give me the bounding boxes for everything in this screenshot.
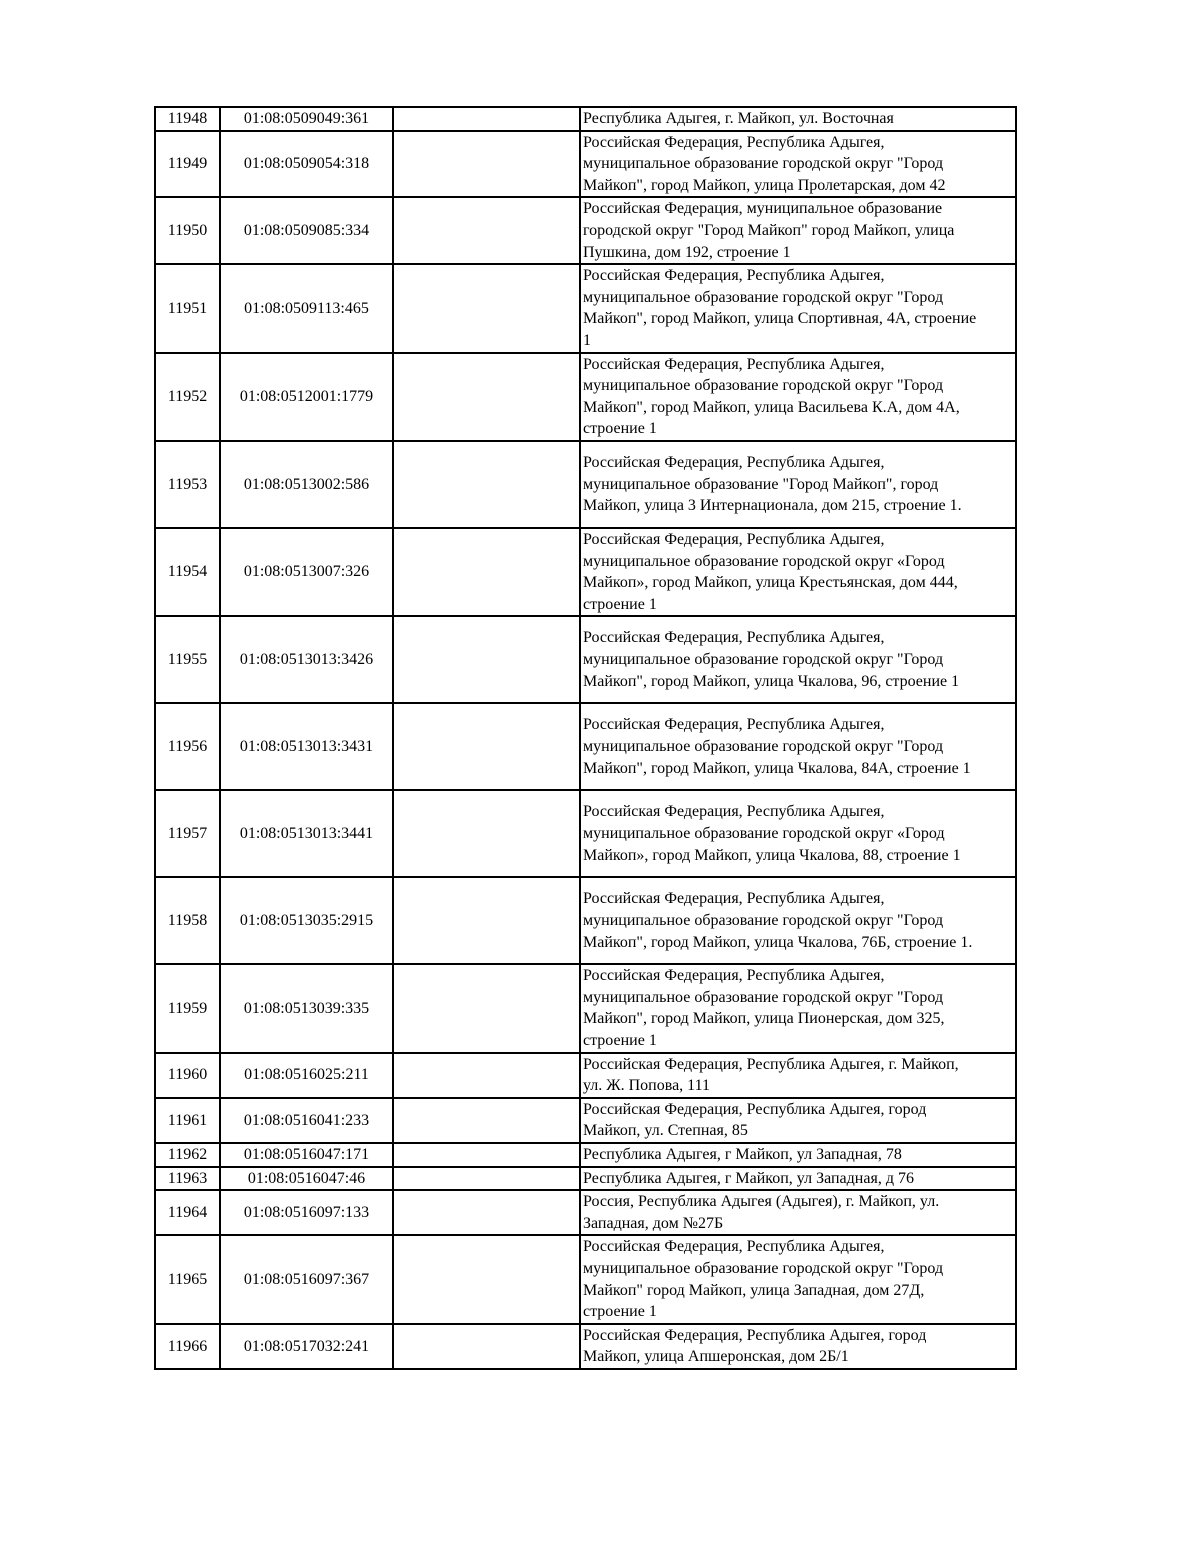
cadastral-number: 01:08:0513013:3426	[220, 616, 393, 703]
table-row	[155, 107, 1016, 131]
address: Российская Федерация, Республика Адыгея, муниципальное образование городской округ "Город Майкоп", город Майкоп, улица Пролетарская, дом 42	[580, 131, 1016, 198]
address: Российская Федерация, Республика Адыгея, город Майкоп, улица Апшеронская, дом 2Б/1	[580, 1324, 1016, 1369]
address: Российская Федерация, Республика Адыгея, муниципальное образование городской округ "Город Майкоп", город Майкоп, улица Чкалова, 96, строение 1	[580, 616, 1016, 703]
empty-cell	[393, 441, 580, 528]
table-row	[155, 1190, 1016, 1235]
table-row	[155, 877, 1016, 964]
empty-cell	[393, 1235, 580, 1323]
table-row	[155, 1324, 1016, 1369]
cadastral-number: 01:08:0509049:361	[220, 107, 393, 131]
empty-cell	[393, 197, 580, 264]
row-number: 11949	[155, 131, 220, 198]
empty-cell	[393, 131, 580, 198]
table-row	[155, 1235, 1016, 1323]
address: Российская Федерация, Республика Адыгея, муниципальное образование городской округ "Город Майкоп", город Майкоп, улица Пионерская, дом 325, строение 1	[580, 964, 1016, 1052]
empty-cell	[393, 1167, 580, 1191]
table-row	[155, 1098, 1016, 1143]
row-number: 11961	[155, 1098, 220, 1143]
address: Российская Федерация, Республика Адыгея, муниципальное образование городской округ "Город Майкоп", город Майкоп, улица Васильева К.А, дом 4А, строение 1	[580, 353, 1016, 441]
table-row	[155, 616, 1016, 703]
row-number: 11958	[155, 877, 220, 964]
address: Республика Адыгея, г Майкоп, ул Западная, д 76	[580, 1167, 1016, 1191]
cadastral-number: 01:08:0513035:2915	[220, 877, 393, 964]
address: Республика Адыгея, г. Майкоп, ул. Восточная	[580, 107, 1016, 131]
empty-cell	[393, 107, 580, 131]
row-number: 11950	[155, 197, 220, 264]
empty-cell	[393, 790, 580, 877]
empty-cell	[393, 353, 580, 441]
address: Республика Адыгея, г Майкоп, ул Западная, 78	[580, 1143, 1016, 1167]
row-number: 11966	[155, 1324, 220, 1369]
row-number: 11960	[155, 1053, 220, 1098]
cadastral-number: 01:08:0513007:326	[220, 528, 393, 616]
address: Российская Федерация, Республика Адыгея, город Майкоп, ул. Степная, 85	[580, 1098, 1016, 1143]
address: Российская Федерация, Республика Адыгея, муниципальное образование городской округ «Город Майкоп», город Майкоп, улица Чкалова, 88, строение 1	[580, 790, 1016, 877]
table-row	[155, 197, 1016, 264]
table-row	[155, 703, 1016, 790]
table-row	[155, 353, 1016, 441]
empty-cell	[393, 264, 580, 352]
table-row	[155, 1143, 1016, 1167]
empty-cell	[393, 1190, 580, 1235]
cadastral-number: 01:08:0509113:465	[220, 264, 393, 352]
address: Российская Федерация, Республика Адыгея, муниципальное образование городской округ "Город Майкоп", город Майкоп, улица Чкалова, 76Б, строение 1.	[580, 877, 1016, 964]
cadastral-number: 01:08:0516047:171	[220, 1143, 393, 1167]
table-row	[155, 441, 1016, 528]
empty-cell	[393, 703, 580, 790]
empty-cell	[393, 616, 580, 703]
empty-cell	[393, 1098, 580, 1143]
cadastral-number: 01:08:0513039:335	[220, 964, 393, 1052]
empty-cell	[393, 1324, 580, 1369]
address: Российская Федерация, Республика Адыгея, муниципальное образование городской округ «Город Майкоп», город Майкоп, улица Крестьянская, дом 444, строение 1	[580, 528, 1016, 616]
cadastral-number: 01:08:0509054:318	[220, 131, 393, 198]
row-number: 11948	[155, 107, 220, 131]
table-row	[155, 1167, 1016, 1191]
cadastral-number: 01:08:0517032:241	[220, 1324, 393, 1369]
cadastral-number: 01:08:0516047:46	[220, 1167, 393, 1191]
cadastral-number: 01:08:0516025:211	[220, 1053, 393, 1098]
address: Российская Федерация, Республика Адыгея, муниципальное образование городской округ "Город Майкоп" город Майкоп, улица Западная, дом 27Д, строение 1	[580, 1235, 1016, 1323]
address: Российская Федерация, Республика Адыгея, муниципальное образование городской округ "Город Майкоп", город Майкоп, улица Чкалова, 84А, строение 1	[580, 703, 1016, 790]
address: Российская Федерация, муниципальное образование городской округ "Город Майкоп" город Майкоп, улица Пушкина, дом 192, строение 1	[580, 197, 1016, 264]
empty-cell	[393, 1143, 580, 1167]
row-number: 11959	[155, 964, 220, 1052]
cadastral-number: 01:08:0513002:586	[220, 441, 393, 528]
cadastral-number: 01:08:0513013:3431	[220, 703, 393, 790]
cadastral-number: 01:08:0516097:133	[220, 1190, 393, 1235]
row-number: 11954	[155, 528, 220, 616]
address: Российская Федерация, Республика Адыгея, муниципальное образование "Город Майкоп", город Майкоп, улица 3 Интернационала, дом 215, строение 1.	[580, 441, 1016, 528]
row-number: 11962	[155, 1143, 220, 1167]
address: Российская Федерация, Республика Адыгея, г. Майкоп, ул. Ж. Попова, 111	[580, 1053, 1016, 1098]
row-number: 11965	[155, 1235, 220, 1323]
cadastral-number: 01:08:0516041:233	[220, 1098, 393, 1143]
row-number: 11956	[155, 703, 220, 790]
empty-cell	[393, 964, 580, 1052]
row-number: 11952	[155, 353, 220, 441]
empty-cell	[393, 1053, 580, 1098]
table-row	[155, 1053, 1016, 1098]
land-plots-table	[154, 106, 1017, 1370]
row-number: 11963	[155, 1167, 220, 1191]
empty-cell	[393, 877, 580, 964]
table-row	[155, 131, 1016, 198]
row-number: 11951	[155, 264, 220, 352]
table-row	[155, 264, 1016, 352]
row-number: 11957	[155, 790, 220, 877]
address: Россия, Республика Адыгея (Адыгея), г. Майкоп, ул. Западная, дом №27Б	[580, 1190, 1016, 1235]
table-row	[155, 964, 1016, 1052]
cadastral-number: 01:08:0513013:3441	[220, 790, 393, 877]
table-row	[155, 790, 1016, 877]
row-number: 11953	[155, 441, 220, 528]
empty-cell	[393, 528, 580, 616]
address: Российская Федерация, Республика Адыгея, муниципальное образование городской округ "Город Майкоп", город Майкоп, улица Спортивная, 4А, строение 1	[580, 264, 1016, 352]
table-row	[155, 528, 1016, 616]
row-number: 11955	[155, 616, 220, 703]
cadastral-number: 01:08:0512001:1779	[220, 353, 393, 441]
row-number: 11964	[155, 1190, 220, 1235]
cadastral-number: 01:08:0516097:367	[220, 1235, 393, 1323]
cadastral-number: 01:08:0509085:334	[220, 197, 393, 264]
